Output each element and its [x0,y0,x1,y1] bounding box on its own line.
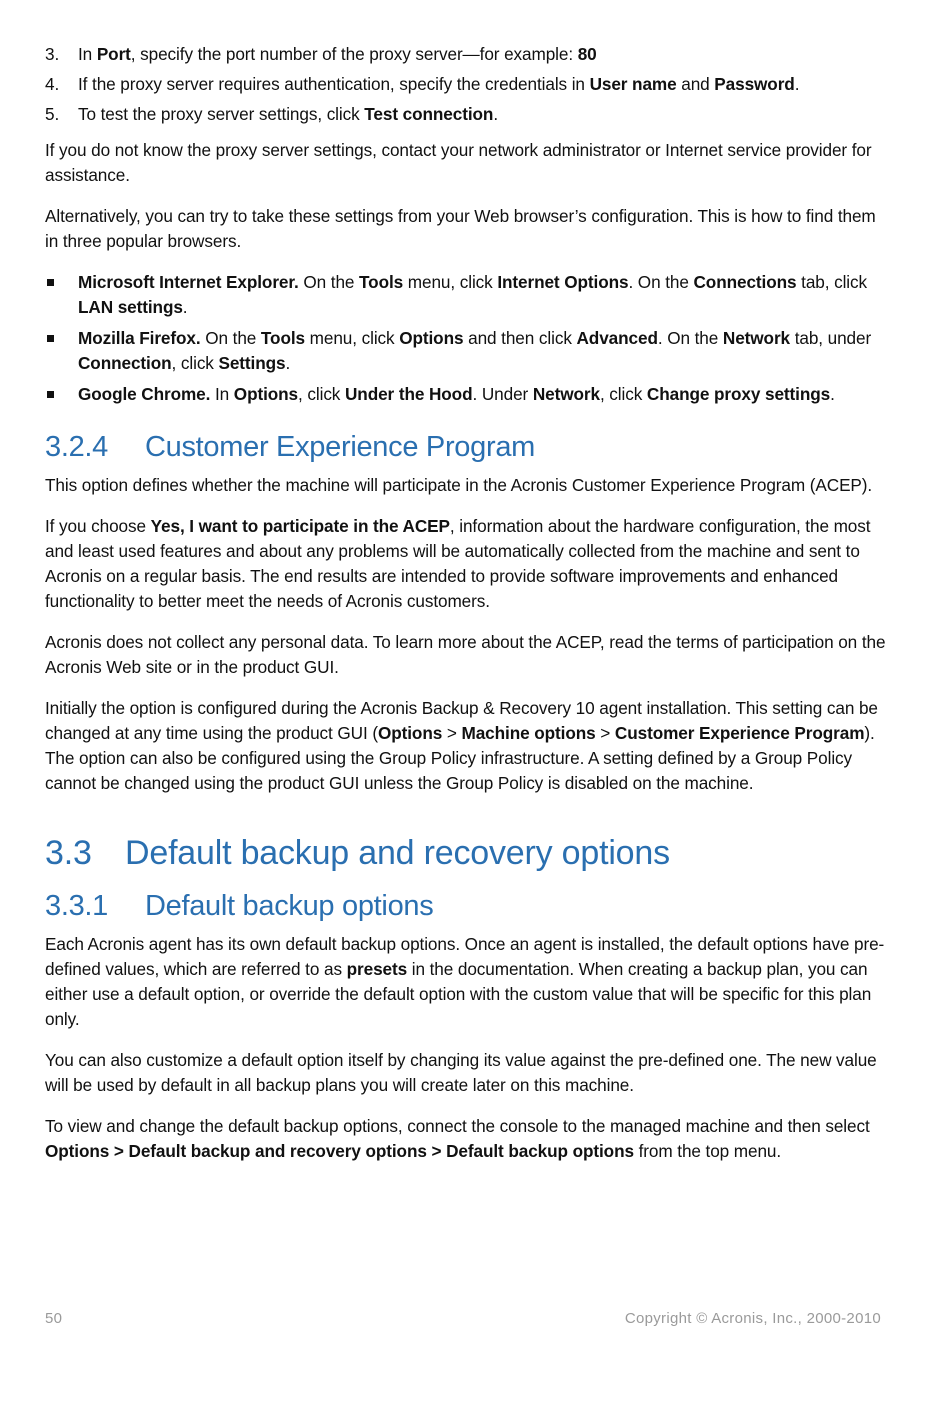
bold-term: Port [96,44,131,64]
bold-term: Yes, I want to participate in the ACEP [150,516,450,536]
browser-chrome-text: Google Chrome. In Options, click Under the Hood. Under Network, click Change proxy settings. [78,384,835,404]
list-item [45,72,890,97]
bold-term: Options [399,328,464,348]
bullet-square-icon [47,335,54,342]
proxy-steps-list [45,42,890,127]
section-number: 3.3 [45,834,92,872]
bullet-square-icon [47,279,54,286]
copyright-notice: Copyright © Acronis, Inc., 2000-2010 [624,1310,881,1327]
bold-term: Network [532,384,600,404]
heading-3-2-4 [45,429,890,465]
list-item [45,102,890,127]
paragraph-acep-participate: If you choose Yes, I want to participate in the ACEP, information about the hardware configuration, the most and least used features and about any problems will be automatically collected from the machine and sent to Acronis on a regular basis. The end results are intended to provide software improvements and enhanced functionality to better meet the needs of Acronis customers. [45,516,871,611]
bold-term: Google Chrome. [78,384,211,404]
bold-term: Password [714,74,795,94]
paragraph-alternatively: Alternatively, you can try to take these settings from your Web browser’s configuration. This is how to find them in three popular browsers. [45,206,876,251]
step-number: 4. [45,74,60,94]
browser-ie-text: Microsoft Internet Explorer. On the Tools menu, click Internet Options. On the Connections tab, click LAN settings. [78,272,868,317]
step-number: 3. [45,44,60,64]
list-item [45,270,890,320]
section-title: Default backup and recovery options [125,834,670,872]
bold-term: Connection [78,353,172,373]
paragraph-view-change: To view and change the default backup options, connect the console to the managed machine and then select Options > Default backup and recovery options > Default backup options from the top menu. [45,1116,870,1161]
paragraph-default-options-intro: Each Acronis agent has its own default backup options. Once an agent is installed, the default options have pre-defined values, which are referred to as presets in the documentation. When creating a backup plan, you can either use a default option, or override the default option with the custom value that will be specific for this plan only. [45,934,885,1029]
section-number: 3.2.4 [45,431,108,463]
step-number: 5. [45,104,60,124]
step-text: If the proxy server requires authentication, specify the credentials in User name and Password. [78,74,800,94]
paragraph-acep-privacy: Acronis does not collect any personal data. To learn more about the ACEP, read the terms of participation on the Acronis Web site or in the product GUI. [45,632,886,677]
browser-list [45,270,890,407]
bold-term: Internet Options [497,272,629,292]
step-text: In Port, specify the port number of the proxy server—for example: 80 [78,44,597,64]
bold-term: Connections [693,272,797,292]
section-number: 3.3.1 [45,890,108,922]
bold-term: Mozilla Firefox. [78,328,201,348]
bold-term: LAN settings [78,297,183,317]
list-item [45,42,890,67]
bold-term: Microsoft Internet Explorer. [78,272,299,292]
step-text: To test the proxy server settings, click Test connection. [78,104,498,124]
bullet-square-icon [47,391,54,398]
bold-term: Customer Experience Program [614,723,865,743]
bold-term: Options > Default backup and recovery options > Default backup options [45,1141,634,1161]
list-item [45,382,890,407]
heading-3-3-1 [45,888,890,924]
bold-term: Test connection [364,104,494,124]
bold-term: User name [589,74,677,94]
list-item [45,326,890,376]
bold-term: Options [233,384,299,404]
section-title: Default backup options [145,890,434,922]
browser-firefox-text: Mozilla Firefox. On the Tools menu, click Options and then click Advanced. On the Network tab, under Connection, click Settings. [78,328,872,373]
page-number: 50 [45,1310,63,1327]
section-title: Customer Experience Program [145,431,535,463]
bold-term: 80 [577,44,597,64]
bold-term: Tools [260,328,305,348]
bold-term: Tools [359,272,404,292]
document-page [45,42,890,1180]
bold-term: Advanced [576,328,658,348]
bold-term: Under the Hood [344,384,473,404]
bold-term: Options [377,723,443,743]
paragraph-unknown-settings: If you do not know the proxy server settings, contact your network administrator or Internet service provider for assistance. [45,140,872,185]
bold-term: Change proxy settings [646,384,831,404]
bold-term: Settings [218,353,286,373]
bold-term: presets [346,959,408,979]
heading-3-3 [45,832,890,874]
paragraph-customize-default: You can also customize a default option itself by changing its value against the pre-defined one. The new value will be used by default in all backup plans you will create later on this machine. [45,1050,877,1095]
bold-term: Network [722,328,791,348]
paragraph-acep-configure: Initially the option is configured during the Acronis Backup & Recovery 10 agent installation. This setting can be changed at any time using the product GUI (Options > Machine options > Customer Experience Program). The option can also be configured using the Group Policy infrastructure. A setting defined by a Group Policy cannot be changed using the product GUI unless the Group Policy is disabled on the machine. [45,698,878,793]
bold-term: Machine options [461,723,596,743]
paragraph-acep-intro: This option defines whether the machine will participate in the Acronis Customer Experience Program (ACEP). [45,475,873,495]
